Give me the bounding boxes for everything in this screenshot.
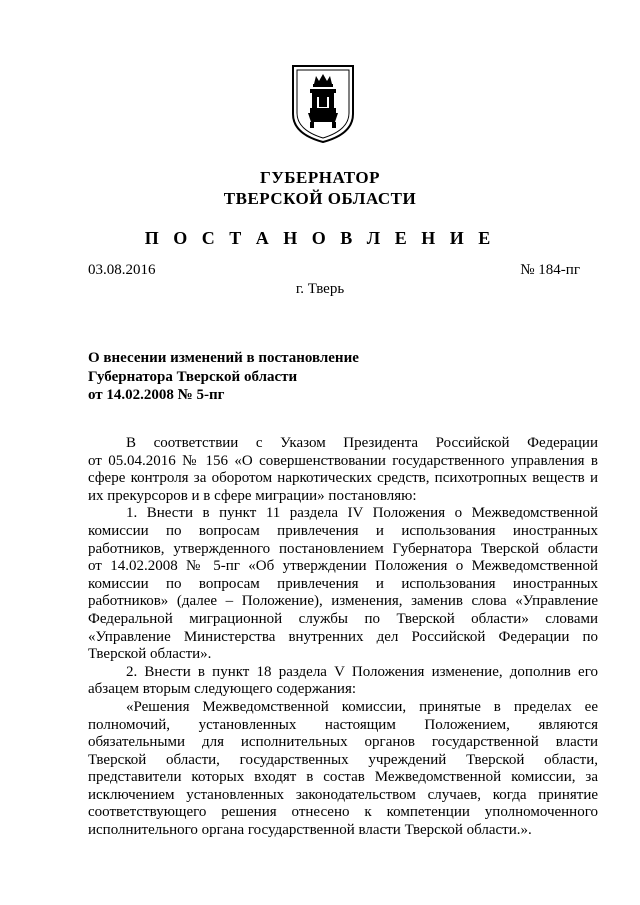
document-type: П О С Т А Н О В Л Е Н И Е: [144, 228, 496, 248]
body-line: «Управление Министерства внутренних дел Российской Федерации по: [88, 628, 598, 645]
body-line: от 14.02.2008 № 5-пг «Об утверждении Положения о Межведомственной: [88, 558, 598, 575]
body-line: полномочий, установленных настоящим Положением, являются: [88, 716, 598, 733]
body-line: сфере контроля за оборотом наркотических средств, психотропных веществ и: [88, 470, 598, 487]
subject-line: Губернатора Тверской области: [88, 368, 298, 385]
body-line: В соответствии с Указом Президента Российской Федерации: [126, 435, 598, 451]
body-line: соответствующего решения отнесено к компетенции уполномоченного: [88, 804, 598, 821]
body-line: 1. Внести в пункт 11 раздела IV Положения о Межведомственной: [126, 505, 598, 522]
body-line: исполнительного органа государственной власти Тверской области.».: [88, 822, 532, 839]
body-line: работников» (далее – Положение), изменения, заменив слова «Управление: [88, 593, 598, 610]
document-subject: [88, 349, 359, 405]
header-title-line1: ГУБЕРНАТОР: [260, 168, 380, 187]
body-line: их прекурсоров и в сфере миграции» постановляю:: [88, 487, 417, 504]
subject-line: от 14.02.2008 № 5-пг: [88, 387, 225, 403]
body-line: Федеральной миграционной службы по Тверской области» словами: [88, 610, 598, 627]
subject-line: О внесении изменений в постановление: [88, 350, 359, 366]
body-line: «Решения Межведомственной комиссии, принятые в пределах ее: [126, 698, 598, 715]
body-line: обязательными для исполнительных органов государственной власти: [88, 734, 598, 751]
document-body: [88, 435, 598, 840]
body-line: абзацем вторым следующего содержания:: [88, 681, 357, 698]
body-line: Тверской области, государственных учреждений Тверской области,: [88, 751, 598, 768]
body-line: от 05.04.2016 № 156 «О совершенствовании государственного управления в: [88, 452, 598, 469]
body-line: работников, утвержденного постановлением Губернатора Тверской области: [88, 540, 598, 557]
body-line: 2. Внести в пункт 18 раздела V Положения изменение, дополнив его: [126, 663, 598, 680]
body-line: комиссии по вопросам привлечения и использования иностранных: [88, 575, 598, 592]
body-line: Тверской области».: [88, 646, 212, 663]
document-number: № 184-пг: [520, 262, 580, 278]
coat-of-arms-icon: [288, 62, 358, 144]
document-city: г. Тверь: [295, 281, 345, 297]
body-line: представители которых входят в состав Межведомственной комиссии, за: [88, 769, 598, 786]
body-line: исключением установленных законодательством случаев, когда принятие: [88, 786, 598, 803]
document-date: 03.08.2016: [88, 262, 156, 278]
body-line: комиссии по вопросам привлечения и использования иностранных: [88, 522, 598, 539]
header-title-line2: ТВЕРСКОЙ ОБЛАСТИ: [223, 189, 417, 208]
